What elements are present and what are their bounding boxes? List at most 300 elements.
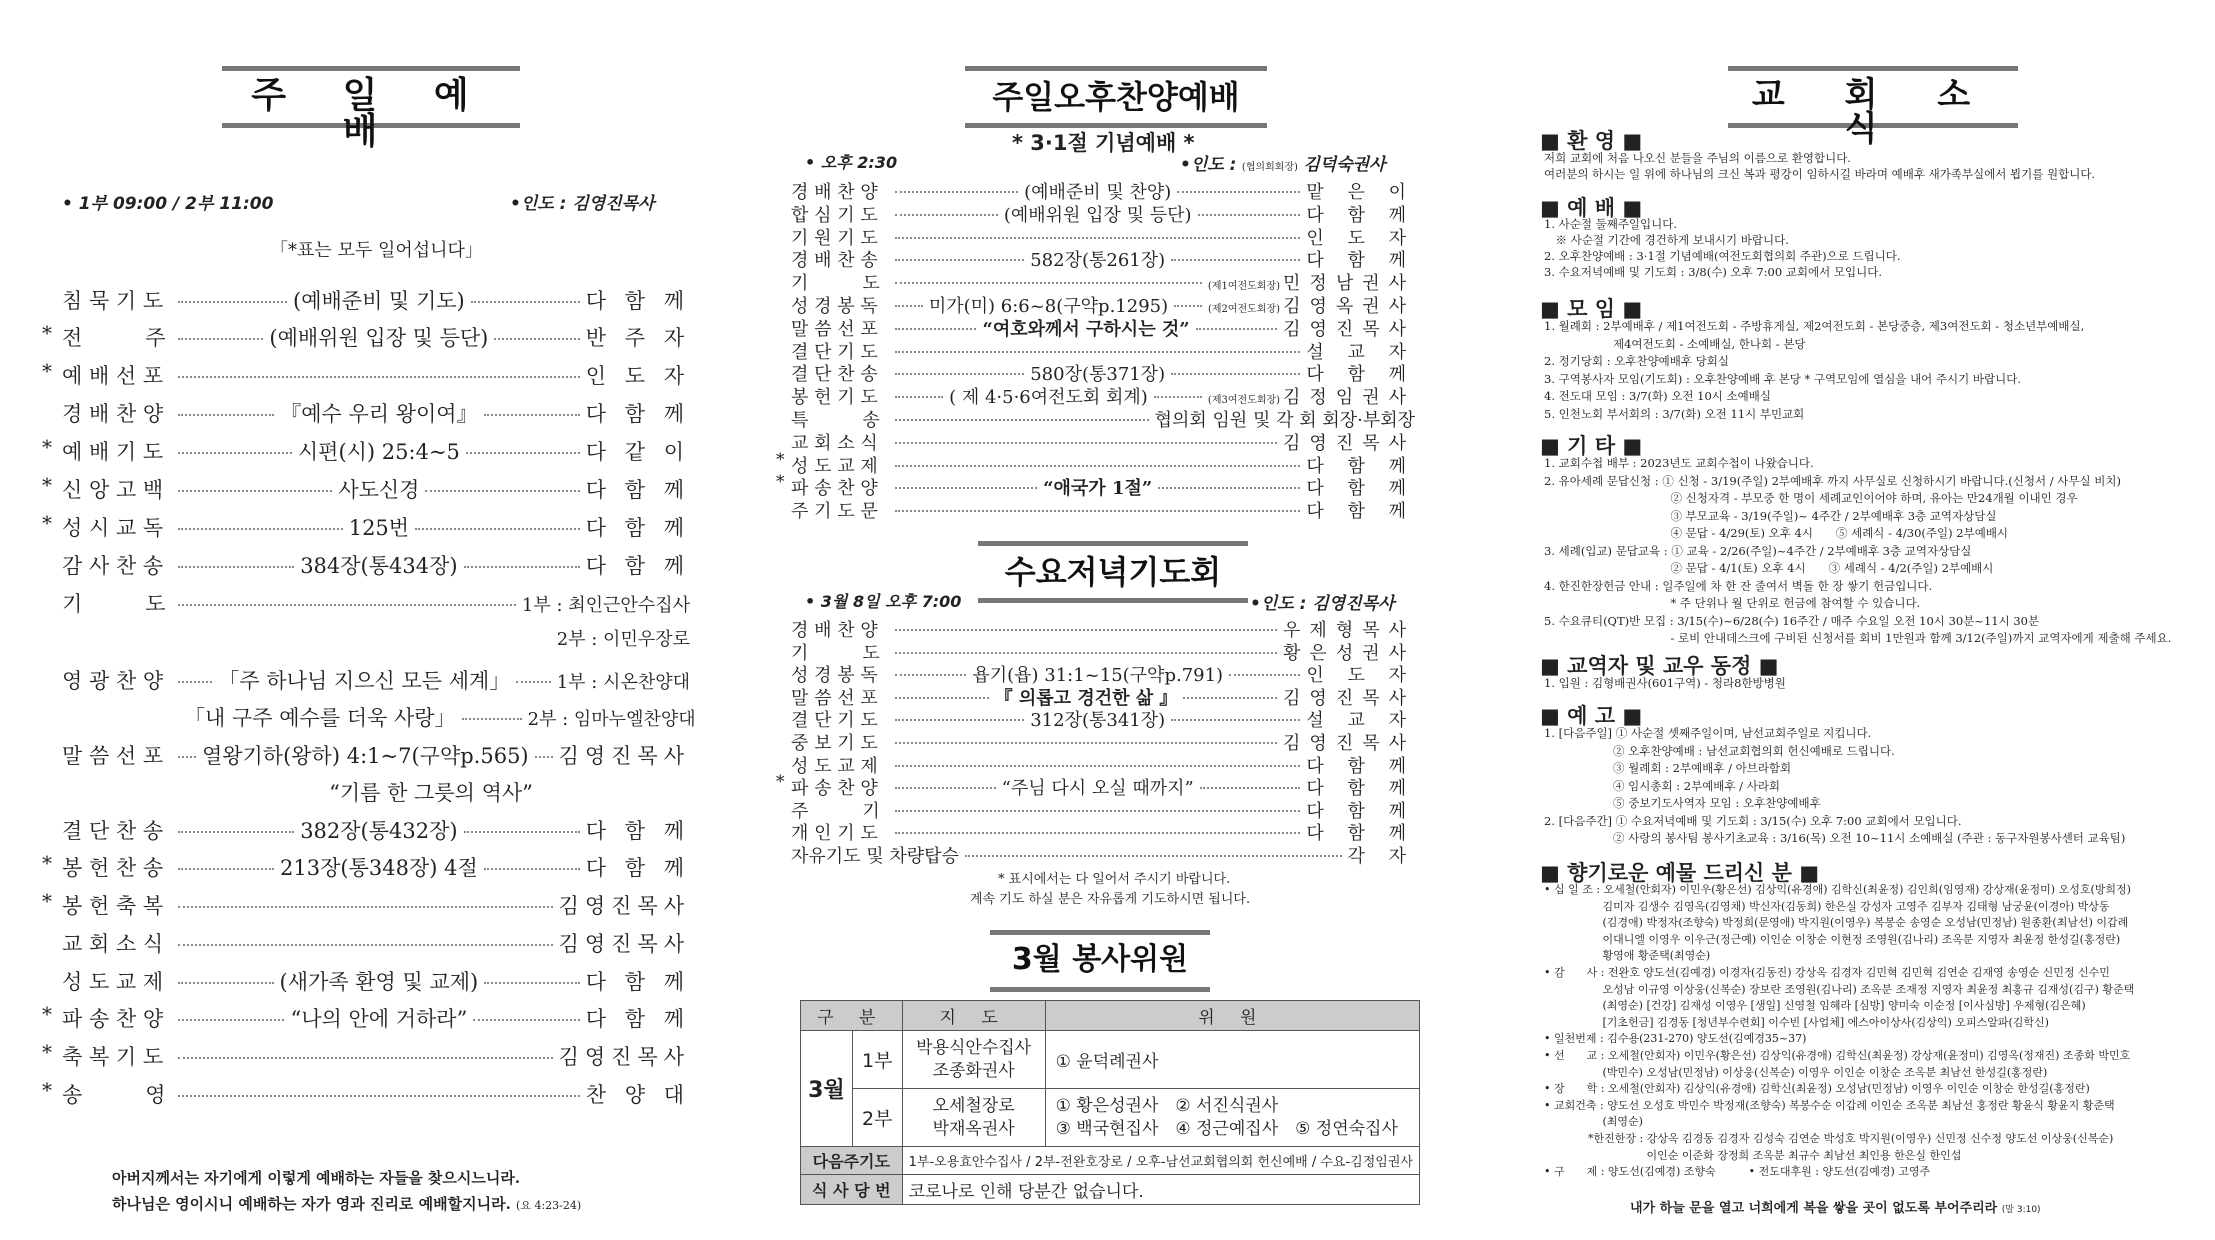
order-label: 성 도 교 제 xyxy=(62,970,164,994)
meal-duty-value: 코로나로 인해 당분간 없습니다. xyxy=(902,1175,1419,1205)
duty-leader-1: 박용식안수집사 조종화권사 xyxy=(902,1031,1045,1089)
news-line: * 주 단위나 월 단위로 헌금에 참여할 수 있습니다. xyxy=(1544,596,1921,610)
order-row xyxy=(40,1079,690,1109)
order-label: 교 회 소 식 xyxy=(791,432,878,454)
dot-leader xyxy=(1174,305,1202,307)
dot-leader xyxy=(516,681,550,683)
dot-leader xyxy=(1196,328,1277,330)
order-detail: 사도신경 xyxy=(338,478,420,502)
order-leader: 다 함 께 xyxy=(585,289,690,313)
dot-leader xyxy=(494,338,579,340)
order-leader: 김영진목사 xyxy=(558,932,690,956)
order-row xyxy=(785,497,1415,523)
order-leader: 인 도 자 xyxy=(1306,665,1415,687)
duty-part-2: 2부 xyxy=(852,1089,902,1147)
dot-leader xyxy=(178,604,516,606)
order-detail: (새가족 환영 및 교제) xyxy=(279,970,479,994)
standing-mark: * xyxy=(42,473,52,497)
news-line: 1. 입원 : 김형배권사(601구역) - 청라8한방병원 xyxy=(1544,676,1786,690)
meal-duty-label: 식 사 당 번 xyxy=(801,1175,903,1205)
dot-leader xyxy=(425,490,579,492)
order-label: 성 도 교 제 xyxy=(791,755,878,777)
order-detail: “나의 안에 거하라” xyxy=(290,1007,468,1031)
standing-mark: * xyxy=(42,1040,52,1064)
order-note: (제1여전도회장) xyxy=(1207,281,1281,293)
order-label: 송 영 xyxy=(62,1083,166,1107)
order-label: 성 도 교 제 xyxy=(791,455,878,477)
order-label: 성 경 봉 독 xyxy=(791,665,878,687)
duty-header-leader: 지 도 xyxy=(902,1001,1045,1031)
dot-leader xyxy=(178,868,274,870)
duty-leader-2: 오세철장로 박재옥권사 xyxy=(902,1089,1045,1147)
order-row xyxy=(40,550,690,580)
news-line: ④ 임시총회 : 2부예배후 / 사라회 xyxy=(1544,778,1781,793)
dot-leader xyxy=(464,566,580,568)
news-line: ⑤ 중보기도사역자 모임 : 오후찬양예배후 xyxy=(1544,796,1821,810)
dot-leader xyxy=(895,373,1024,375)
order-detail: 382장(통432장) xyxy=(300,819,458,843)
standing-mark: * xyxy=(42,1002,52,1026)
order-label: 주 기 도 문 xyxy=(791,501,878,523)
dot-leader xyxy=(895,487,1037,489)
order-row xyxy=(785,842,1415,868)
meeting-heading: ■ 모 임 ■ xyxy=(1540,297,1643,321)
staff-heading: ■ 교역자 및 교우 동정 ■ xyxy=(1540,654,1779,678)
order-detail: “애국가 1절” xyxy=(1043,478,1153,500)
dot-leader xyxy=(895,214,998,216)
dot-leader xyxy=(895,697,989,699)
order-leader: 김영옥권사 xyxy=(1283,296,1416,317)
standing-mark: * xyxy=(42,511,52,535)
news-line: 이인순 이준화 장정희 조옥분 최규수 최남선 최인용 한은실 한인섭 xyxy=(1544,1148,1962,1162)
order-leader: 다 함 께 xyxy=(1306,501,1415,523)
news-line: 저희 교회에 처음 나오신 분들을 주님의 이름으로 환영합니다. xyxy=(1544,151,1851,165)
order-label: 기 도 xyxy=(62,592,166,616)
dot-leader xyxy=(462,718,522,720)
memorial-subtitle: * 3·1절 기념예배 * xyxy=(1012,131,1195,155)
order-label: 예 배 기 도 xyxy=(62,440,164,464)
news-line: (최영순) [건강] 김재성 이영우 [생일] 신영철 임혜라 [심방] 양미숙 이순정 [이사심방] 우제형(김은혜) xyxy=(1544,999,2086,1013)
wednesday-leader: •인도 : 김영진목사 xyxy=(1250,594,1395,614)
order-label: 합 심 기 도 xyxy=(791,204,878,226)
order-leader: 다 함 께 xyxy=(1306,823,1415,845)
afternoon-worship-column xyxy=(776,0,1460,1240)
order-leader: 1부 : 최인근안수집사 xyxy=(521,595,690,616)
news-line: 2. 정기당회 : 오후찬양예배후 당회실 xyxy=(1544,354,1729,368)
dot-leader xyxy=(178,414,274,416)
order-label: 경 배 찬 양 xyxy=(791,620,878,641)
order-label: 봉 헌 기 도 xyxy=(791,387,878,409)
news-line: ③ 부모교육 - 3/19(주일)~ 4주간 / 2부예배후 3층 교역자상담실 xyxy=(1544,508,1997,523)
dot-leader xyxy=(965,855,1342,857)
order-leader: 다 함 께 xyxy=(585,516,690,540)
news-line: 1. 사순절 둘째주일입니다. xyxy=(1544,217,1678,231)
order-detail: 「주 하나님 지으신 모든 세계」 xyxy=(218,669,511,693)
duty-table xyxy=(800,1000,1420,1205)
dot-leader xyxy=(466,452,580,454)
order-leader: 다 함 께 xyxy=(1306,455,1415,477)
order-row xyxy=(40,360,690,390)
duty-header-division: 구 분 xyxy=(801,1001,903,1031)
dot-leader xyxy=(895,396,943,398)
order-label: 성 시 교 독 xyxy=(62,516,164,540)
order-detail: “여호와께서 구하시는 것” xyxy=(982,318,1190,340)
order-label: 말 씀 선 포 xyxy=(791,687,878,709)
order-leader: 인 도 자 xyxy=(585,364,690,388)
dot-leader xyxy=(895,674,966,676)
order-leader: 다 같 이 xyxy=(585,440,691,464)
order-label: 경 배 찬 양 xyxy=(791,182,878,203)
order-leader: 다 함 께 xyxy=(585,554,691,578)
dot-leader xyxy=(895,510,1300,512)
order-detail: 시편(시) 25:4~5 xyxy=(297,440,460,464)
order-label: 신 앙 고 백 xyxy=(62,478,164,502)
church-news-column xyxy=(1530,0,2215,1240)
dot-leader xyxy=(895,305,923,307)
standing-notice: 「*표는 모두 일어섭니다」 xyxy=(270,240,483,261)
notice-heading: ■ 예 고 ■ xyxy=(1540,704,1643,728)
worship-heading: ■ 예 배 ■ xyxy=(1540,196,1643,220)
order-label: 기 도 xyxy=(791,273,880,295)
order-leader: 다 함 께 xyxy=(585,970,691,994)
dot-leader xyxy=(178,376,580,378)
order-leader: 2부 : 임마누엘찬양대 xyxy=(527,709,696,730)
order-detail: 미가(미) 6:6~8(구약p.1295) xyxy=(928,296,1169,317)
news-line: • 선 교 : 오세철(안회자) 이민우(황은선) 김상익(유경애) 김학신(최윤정) 강상재(윤정미) 김영옥(정재진) 조종화 박민호 xyxy=(1544,1049,2131,1062)
dot-leader xyxy=(178,1019,284,1021)
worship-time: • 1부 09:00 / 2부 11:00 xyxy=(62,194,274,214)
dot-leader xyxy=(895,282,1202,284)
order-row xyxy=(40,852,690,882)
order-leader: 김영진목사 xyxy=(558,1045,690,1069)
dot-leader xyxy=(895,742,1277,744)
order-detail: 384장(통434장) xyxy=(300,554,458,578)
dot-leader xyxy=(535,756,553,758)
order-row xyxy=(40,588,690,618)
order-label: 예 배 선 포 xyxy=(62,364,164,388)
news-line: • 감 사 : 전완호 양도선(김예경) 이경자(김동진) 강상옥 김경자 김민혁 김민혁 김연순 김재영 송영순 신민정 신수민 xyxy=(1544,966,2110,979)
news-line: 제4여전도회 - 소예배실, 한나회 - 본당 xyxy=(1544,336,1806,351)
order-row xyxy=(40,1003,690,1033)
order-leader: 인 도 자 xyxy=(1306,227,1415,249)
wednesday-prayer-title: 수요저녁기도회 xyxy=(978,541,1248,603)
dot-leader xyxy=(895,787,996,789)
news-line: 김미자 김생수 김영옥(김영채) 박신자(김동희) 한은실 강성자 고영주 김부자 김태형 남궁윤(이경아) 박상동 xyxy=(1544,899,2110,913)
order-leader: 반 주 자 xyxy=(585,326,690,350)
next-prayer-label: 다음주기도 xyxy=(801,1147,903,1175)
dot-leader xyxy=(895,765,1300,767)
order-leader: 설 교 자 xyxy=(1306,341,1415,363)
news-line: 3. 세례(입교) 문답교육 : ① 교육 - 2/26(주일)~4주간 / 2부예배후 3층 교역자상담실 xyxy=(1544,543,1972,558)
order-leader: 김영진목사 xyxy=(558,744,691,768)
order-leader: 다 함 께 xyxy=(1306,778,1416,800)
order-leader: 설 교 자 xyxy=(1306,710,1415,732)
scripture-verse-2: 하나님은 영이시니 예배하는 자가 영과 진리로 예배할지니라. (요 4:23-24) xyxy=(112,1195,582,1213)
dot-leader xyxy=(1200,787,1301,789)
order-row xyxy=(40,777,690,807)
dot-leader xyxy=(1171,373,1300,375)
order-label: 봉 헌 축 복 xyxy=(62,894,164,918)
order-label: 자유기도 및 차량탑승 xyxy=(791,846,959,867)
order-row xyxy=(40,285,690,315)
dot-leader xyxy=(178,944,553,946)
order-leader: 다 함 께 xyxy=(585,856,691,880)
dot-leader xyxy=(895,259,1024,261)
dot-leader xyxy=(895,629,1277,631)
news-line: • 장 학 : 오세철(안회자) 김상익(유경애) 김학신(최윤정) 오성남(민정남) 이영우 이인순 이창순 한성길(홍정란) xyxy=(1544,1082,2090,1096)
dot-leader xyxy=(484,414,580,416)
order-leader: 다 함 께 xyxy=(1306,250,1415,272)
scripture-verse-1: 아버지께서는 자기에게 이렇게 예배하는 자들을 찾으시느니라. xyxy=(112,1169,521,1187)
order-leader: 다 함 께 xyxy=(585,402,691,426)
afternoon-worship-title: 주일오후찬양예배 xyxy=(965,66,1267,128)
order-label: 결 단 기 도 xyxy=(791,341,878,363)
order-leader: 민정남권사 xyxy=(1283,273,1415,295)
news-line: 5. 인천노회 부서회의 : 3/7(화) 오전 11시 부민교회 xyxy=(1544,406,1805,421)
dot-leader xyxy=(895,442,1277,444)
news-line: • 일천번제 : 김수용(231-270) 양도선(김예경35~37) xyxy=(1544,1032,1807,1046)
order-leader: 다 함 께 xyxy=(585,478,690,502)
order-leader: 김영진목사 xyxy=(1283,733,1415,754)
order-label: 개 인 기 도 xyxy=(791,823,878,845)
order-leader: 찬 양 대 xyxy=(585,1083,690,1107)
order-detail: 312장(통341장) xyxy=(1030,710,1166,732)
dot-leader xyxy=(178,566,294,568)
dot-leader xyxy=(471,301,580,303)
order-detail: (예배위원 입장 및 등단) xyxy=(1003,204,1192,226)
order-detail: 『예수 우리 왕이여』 xyxy=(280,402,478,426)
order-label: 영 광 찬 양 xyxy=(62,669,164,693)
dot-leader xyxy=(1154,396,1202,398)
order-leader: 김정임권사 xyxy=(1283,387,1415,409)
order-detail: 『 의롭고 경건한 삶 』 xyxy=(994,687,1178,709)
order-detail: 욥기(욥) 31:1~15(구약p.791) xyxy=(972,665,1224,687)
dot-leader xyxy=(484,868,580,870)
order-row xyxy=(40,474,690,504)
order-leader: 협의회 임원 및 각 회 회장·부회장 xyxy=(1154,410,1415,431)
news-line: 1. [다음주일] ① 사순절 셋째주일이며, 남선교회주일로 지킵니다. xyxy=(1544,726,1872,740)
closing-verse: 내가 하늘 문을 열고 너희에게 복을 쌓을 곳이 없도록 부어주리라 (말 3:10) xyxy=(1630,1201,2041,1216)
order-row xyxy=(40,702,696,732)
news-line: ④ 문답 - 4/29(토) 오후 4시 ⑤ 세례식 - 4/30(주일) 2부예배시 xyxy=(1544,526,2009,540)
order-label: 결 단 기 도 xyxy=(791,710,878,732)
news-line: 여러분의 하시는 일 위에 하나님의 크신 복과 평강이 임하시길 바라며 예배후 새가족부실에서 뵙기를 원합니다. xyxy=(1544,167,2096,181)
order-leader: 다 함 께 xyxy=(585,819,691,843)
order-row xyxy=(40,398,690,428)
dot-leader xyxy=(178,681,212,683)
dot-leader xyxy=(895,719,1024,721)
order-leader: 다 함 께 xyxy=(1306,755,1415,777)
news-line: • 교회건축 : 양도선 오성호 박민수 박정재(조향숙) 복봉수순 이갑례 이인순 조옥분 최남선 홍정란 황윤식 황윤지 황준택 xyxy=(1544,1098,2115,1112)
order-label: 감 사 찬 송 xyxy=(62,554,164,578)
order-label: 전 주 xyxy=(62,326,166,350)
news-line: 3. 구역봉사자 모임(기도회) : 오후찬양예배 후 본당 * 구역모임에 열심을 내어 주시기 바랍니다. xyxy=(1544,371,2022,386)
news-line: ② 사랑의 봉사팀 봉사기초교육 : 3/16(목) 오전 10~11시 소예배실 (주관 : 동구자원봉사센터 교육팀) xyxy=(1544,831,2126,845)
news-line: 2. [다음주간] ① 수요저녁예배 및 기도회 : 3/15(수) 오후 7:00 교회에서 모입니다. xyxy=(1544,813,1962,828)
dot-leader xyxy=(895,419,1149,421)
order-detail: 「내 구주 예수를 더욱 사랑」 xyxy=(184,706,456,730)
order-row xyxy=(40,966,690,996)
dot-leader xyxy=(895,810,1300,812)
duty-members-2: ① 황은성권사 ② 서진식권사 ③ 백국현집사 ④ 정근예집사 ⑤ 정연숙집사 xyxy=(1045,1089,1419,1147)
order-detail: 580장(통371장) xyxy=(1030,364,1166,386)
dot-leader xyxy=(178,982,274,984)
order-leader: 김영진목사 xyxy=(558,894,690,918)
order-label: 특 송 xyxy=(791,410,880,431)
order-row xyxy=(40,740,690,770)
dot-leader xyxy=(1198,214,1301,216)
dot-leader xyxy=(178,301,287,303)
news-line: ② 신청자격 - 부모중 한 명이 세례교인이어야 하며, 유아는 만24개월 이내인 경우 xyxy=(1544,491,2078,505)
order-leader: 우제형목사 xyxy=(1283,620,1415,641)
order-label: 결 단 찬 송 xyxy=(791,364,878,386)
news-line: ③ 월례회 : 2부예배후 / 아브라함회 xyxy=(1544,761,1792,775)
standing-mark: * xyxy=(42,321,52,345)
march-duty-title: 3월 봉사위원 xyxy=(990,930,1210,992)
order-leader: 김영진목사 xyxy=(1283,318,1416,340)
news-line: 2. 오후찬양예배 : 3·1절 기념예배(여전도회협의회 주관)으로 드립니다. xyxy=(1544,249,1901,263)
dot-leader xyxy=(178,831,294,833)
wednesday-time: • 3월 8일 오후 7:00 xyxy=(805,592,962,611)
news-line: [기초헌금] 김경동 [청년부수련회] 이수빈 [사업체] 에스아이상사(김상익) 오피스알파(김학신) xyxy=(1544,1015,2049,1029)
dot-leader xyxy=(895,328,976,330)
standing-mark: * xyxy=(776,472,785,493)
church-news-title: 교 회 소 식 xyxy=(1728,66,2018,128)
standing-mark: * xyxy=(42,359,52,383)
dot-leader xyxy=(178,1057,553,1059)
afternoon-time: • 오후 2:30 xyxy=(805,153,898,172)
order-detail: (예배준비 및 기도) xyxy=(293,289,465,313)
order-detail: “주님 다시 오실 때까지” xyxy=(1001,778,1194,800)
dot-leader xyxy=(178,452,292,454)
dot-leader xyxy=(895,832,1300,834)
order-note: (제3여전도회장) xyxy=(1207,395,1281,407)
order-detail: 582장(통261장) xyxy=(1030,250,1166,272)
welcome-heading: ■ 환 영 ■ xyxy=(1540,129,1643,153)
order-label: 중 보 기 도 xyxy=(791,733,878,754)
standing-mark: * xyxy=(42,889,52,913)
order-row xyxy=(40,512,690,542)
news-line: - 로비 안내데스크에 구비된 신청서를 회비 1만원과 함께 3/12(주일)까지 교역자에게 제출해 주세요. xyxy=(1544,631,2172,645)
order-row xyxy=(40,1041,690,1071)
order-label: 침 묵 기 도 xyxy=(62,289,164,313)
wednesday-note-1: * 표시에서는 다 일어서 주시기 바랍니다. xyxy=(998,872,1231,887)
duty-header-members: 위 원 xyxy=(1045,1001,1419,1031)
order-detail: 125번 xyxy=(348,516,410,540)
order-label: 기 원 기 도 xyxy=(791,227,878,249)
next-prayer-value: 1부-오용효안수집사 / 2부-전완호장로 / 오후-남선교회협의회 헌신예배 / 수요-김정임권사 xyxy=(902,1147,1419,1175)
duty-part-1: 1부 xyxy=(852,1031,902,1089)
news-line: (김경애) 박정자(조향숙) 박정희(문영애) 박지원(이영우) 복봉순 송영순 오성남(민정남) 원종환(최남선) 이갑례 xyxy=(1544,916,2129,930)
news-line: (최영순) xyxy=(1544,1115,1643,1129)
order-leader: 다 함 께 xyxy=(1306,478,1416,500)
news-line: 이대니엘 이영우 이우근(정근예) 이인순 이창순 이현정 조영원(김나리) 조옥분 지영자 최윤정 한성길(홍정란) xyxy=(1544,932,2121,946)
dot-leader xyxy=(895,465,1300,467)
order-label: 축 복 기 도 xyxy=(62,1045,164,1069)
news-line: 4. 전도대 모임 : 3/7(화) 오전 10시 소예배실 xyxy=(1544,389,1771,403)
standing-mark: * xyxy=(42,435,52,459)
dot-leader xyxy=(484,982,580,984)
dot-leader xyxy=(178,906,553,908)
order-leader: 1부 : 시온찬양대 xyxy=(556,672,690,693)
dot-leader xyxy=(895,652,1277,654)
news-line: ② 오후찬양예배 : 남선교회협의회 헌신예배로 드립니다. xyxy=(1544,743,1895,758)
dot-leader xyxy=(1171,719,1300,721)
dot-leader xyxy=(1229,674,1300,676)
order-detail: 213장(통348장) 4절 xyxy=(280,856,478,880)
offering-heading: ■ 향기로운 예물 드리신 분 ■ xyxy=(1540,861,1820,885)
news-line: 1. 교회수첩 배부 : 2023년도 교회수첩이 나왔습니다. xyxy=(1544,456,1814,470)
standing-mark: * xyxy=(776,449,785,470)
order-detail: 열왕기하(왕하) 4:1~7(구약p.565) xyxy=(201,744,529,768)
dot-leader xyxy=(178,338,263,340)
order-label: 기 도 xyxy=(791,642,880,664)
news-line: 1. 월례회 : 2부예배후 / 제1여전도회 - 주방휴게실, 제2여전도회 - 본당중층, 제3여전도회 - 청소년부예배실, xyxy=(1544,319,2085,333)
news-line: 황영애 황준택(최영순) xyxy=(1544,949,1711,963)
order-leader: 김영진목사 xyxy=(1283,432,1415,454)
order-leader: 다 함 께 xyxy=(1306,364,1415,386)
dot-leader xyxy=(1177,191,1300,193)
news-line: 5. 수요큐티(QT)반 모집 : 3/15(수)~6/28(수) 16주간 / 매주 수요일 오전 10시 30분~11시 30분 xyxy=(1544,613,2040,628)
order-row xyxy=(40,890,690,920)
standing-mark: * xyxy=(776,772,785,793)
order-detail: ( 제 4·5·6여전도회 회계) xyxy=(949,387,1148,409)
order-label: 말 씀 선 포 xyxy=(62,744,164,768)
order-detail: “기름 한 그릇의 역사” xyxy=(329,781,533,805)
order-label: 주 기 xyxy=(791,800,880,822)
order-leader: 다 함 께 xyxy=(1306,800,1415,822)
order-leader: 2부 : 이민우장로 xyxy=(556,629,690,650)
wednesday-note-2: 계속 기도 하실 분은 자유롭게 기도하시면 됩니다. xyxy=(970,892,1251,907)
dot-leader xyxy=(1171,259,1300,261)
order-label: 경 배 찬 양 xyxy=(62,402,164,426)
sunday-worship-column xyxy=(0,0,740,1240)
duty-members-1: ① 윤덕례권사 xyxy=(1045,1031,1419,1089)
dot-leader xyxy=(178,1095,580,1097)
order-leader: 다 함 께 xyxy=(585,1007,691,1031)
worship-leader: •인도 : 김영진목사 xyxy=(510,194,655,214)
news-line: 2. 유아세례 문답신청 : ① 신청 - 3/19(주일) 2부예배후 까지 사무실로 신청하시기 바랍니다.(신청서 / 사무실 비치) xyxy=(1544,473,2121,488)
news-line: • 구 제 : 양도선(김예경) 조향숙 • 전도대후원 : 양도선(김예경) 고영주 xyxy=(1544,1165,1931,1179)
order-label: 성 경 봉 독 xyxy=(791,296,878,317)
order-row xyxy=(40,436,690,466)
order-leader: 황은성권사 xyxy=(1283,642,1415,664)
dot-leader xyxy=(415,528,580,530)
news-line: (박민수) 오성남(민정남) 이상웅(신복순) 이영우 이인순 이창순 조옥분 최남선 한성길(홍정란) xyxy=(1544,1065,2048,1079)
dot-leader xyxy=(895,191,1018,193)
order-label: 봉 헌 찬 송 xyxy=(62,856,164,880)
standing-mark: * xyxy=(42,1078,52,1102)
dot-leader xyxy=(464,831,580,833)
duty-month: 3월 xyxy=(801,1031,853,1147)
dot-leader xyxy=(178,490,332,492)
news-line: ② 문답 - 4/1(토) 오후 4시 ③ 세례식 - 4/2(주일) 2부예배시 xyxy=(1544,561,1994,575)
afternoon-leader: •인도 : (협의회회장) 김덕숙권사 xyxy=(1180,155,1386,175)
order-label: 말 씀 선 포 xyxy=(791,318,878,340)
news-line: • 십 일 조 : 오세철(안회자) 이민우(황은선) 김상익(유경애) 김학신(최윤정) 김인희(임영재) 강상재(윤정미) 오성호(방희정) xyxy=(1544,883,2131,896)
news-line: *한진한장 : 강상옥 김경동 김경자 김성숙 김연순 박성호 박지원(이영우) 신민정 신수정 양도선 이상웅(신복순) xyxy=(1544,1132,2114,1145)
order-leader: 김영진목사 xyxy=(1283,687,1415,709)
order-leader: 맡 은 이 xyxy=(1306,182,1416,203)
etc-heading: ■ 기 타 ■ xyxy=(1540,434,1643,458)
dot-leader xyxy=(178,756,196,758)
order-leader: 다 함 께 xyxy=(1306,204,1415,226)
dot-leader xyxy=(1183,697,1277,699)
order-label: 교 회 소 식 xyxy=(62,932,164,956)
dot-leader xyxy=(895,237,1300,239)
order-label: 파 송 찬 양 xyxy=(791,478,878,500)
order-leader: 각 자 xyxy=(1347,846,1415,867)
